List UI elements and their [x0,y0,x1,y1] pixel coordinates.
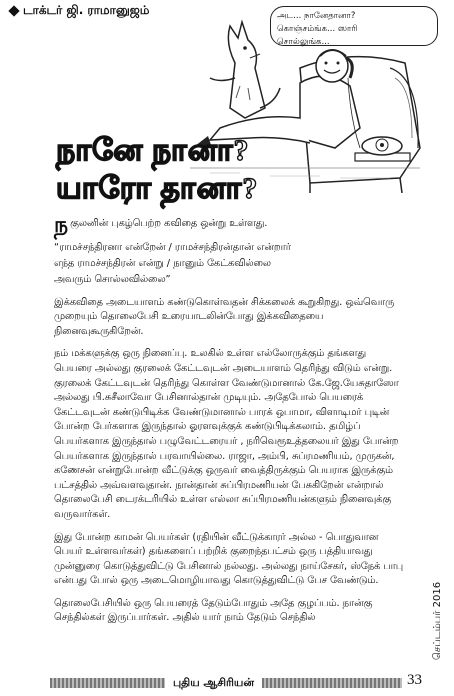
poem-line: எந்த ராமச்சந்திரன் என்று / நானும் கேட்கவில்லை [54,257,271,269]
drop-cap: ந [54,213,69,238]
intro-text: குலனின் புகழ்பெற்ற கவிதை ஒன்று உள்ளது. [70,218,268,229]
title-line: யாரோ தானா? [56,172,259,205]
poem-line: “ராமச்சந்திரனா என்றேன் / ராமச்சந்திரன்தான் என்றார் [54,241,291,253]
page-number: 33 [407,672,422,688]
title-line: நானே நானா? [56,134,250,167]
byline [8,3,149,19]
magazine-name: புதிய ஆசிரியன் [165,675,262,691]
speech-line: கொஞ்சம்ங்க... ஸாரி [277,24,358,34]
bullet-diamond-icon [8,5,19,16]
poem-quote [54,240,404,288]
body-paragraph: நம் மக்களுக்கு ஒரு நினைப்பு. உலகில் உள்ள எல்லோருக்கும் தங்களது பெயரை அல்லது குரலைக் கேட்டவுடன் அடையாளம் தெரிந்து விடும் என்று. குரலைக் கேட்டவுடன் தெரிந்து கொள்ள வேண்டுமானால் கே.ஜே.யேசுதாஸோ அல்லது பி.சுசீலாவோ பேசினால்தான் முடியும். அதேபோல் பெயரைக் கேட்டவுடன் கண்டுபிடிக்க வேண்டுமானால் பாரக் ஒபாமா, விளாடிமர் புடின் போன்ற பேர்களாக இருந்தால் ஓரளவுக்குக் கண்டுபிடிக்கலாம். தமிழ்ப் பெயர்களாக இருந்தால் பழுவேட்டரையர் , நரிவெரூஉத்தலையர் இது போன்ற பெயர்களாக இருந்தால் பரவாயில்லை. ராஜா, அம்பி, சுப்ரமணியம், முருகன், கணேசன் என்றுபோன்ற வீட்டுக்கு ஒருவர் வைத்திருக்கும் பெயராக இருக்கும் பட்சத்தில் அவ்வளவுதான். நான்தான் சுப்பிரமணியன் பேசுகிறேன் என்றால் தொலைபேசி டைரக்டரியில் உள்ள எல்லா சுப்பிரமணியன்களும் நினைவுக்கு வருவார்கள். [54,348,399,520]
body-paragraph: தொலைபேசியில் ஒரு பெயரைத் தேடும்போதும் அதே குழப்பம். நான்கு செந்தில்கள் இருப்பார்கள். அதில் யார் நாம் தேடும் செந்தில் [54,597,373,624]
article-body [54,213,404,634]
author-name: டாக்டர் ஜி. ராமானுஜம் [23,3,150,17]
issue-date: செப்டம்பர் 2016 [432,581,443,660]
speech-line: அட... நானேதானா? [277,11,356,21]
page-footer [50,675,420,691]
poem-line: அவரும் சொல்லவில்லை” [54,273,171,285]
article-title [56,132,258,208]
intro-paragraph [54,213,404,238]
body-paragraph: இக்கவிதை அடையாளம் கண்டுகொள்வதன் சிக்கலைக் கூறுகிறது. ஒவ்வொரு முறையும் தொலைபேசி உரையாடலின்போது இக்கவிதையை நினைவுகூருகிறேன். [54,296,395,337]
speech-bubble [270,6,438,46]
body-paragraph: இது போன்ற காமன் பெயர்கள் (ரதியின் வீட்டுக்காரர் அல்ல - பொதுவான பெயர் உள்ளவர்கள்) தங்களைப் பற்றிக் குறைந்தபட்சம் ஒரு பத்தியாவது முன்னுரை கொடுத்துவிட்டு பேசினால் நல்லது. அல்லது நாய்சேகர், ஸ்நேக் பாபு என்பது போல் ஒரு அடைமொழியாவது கொடுத்துவிட்டு பேச வேண்டும். [54,531,404,587]
speech-line: சொல்லுங்க... [277,37,330,47]
